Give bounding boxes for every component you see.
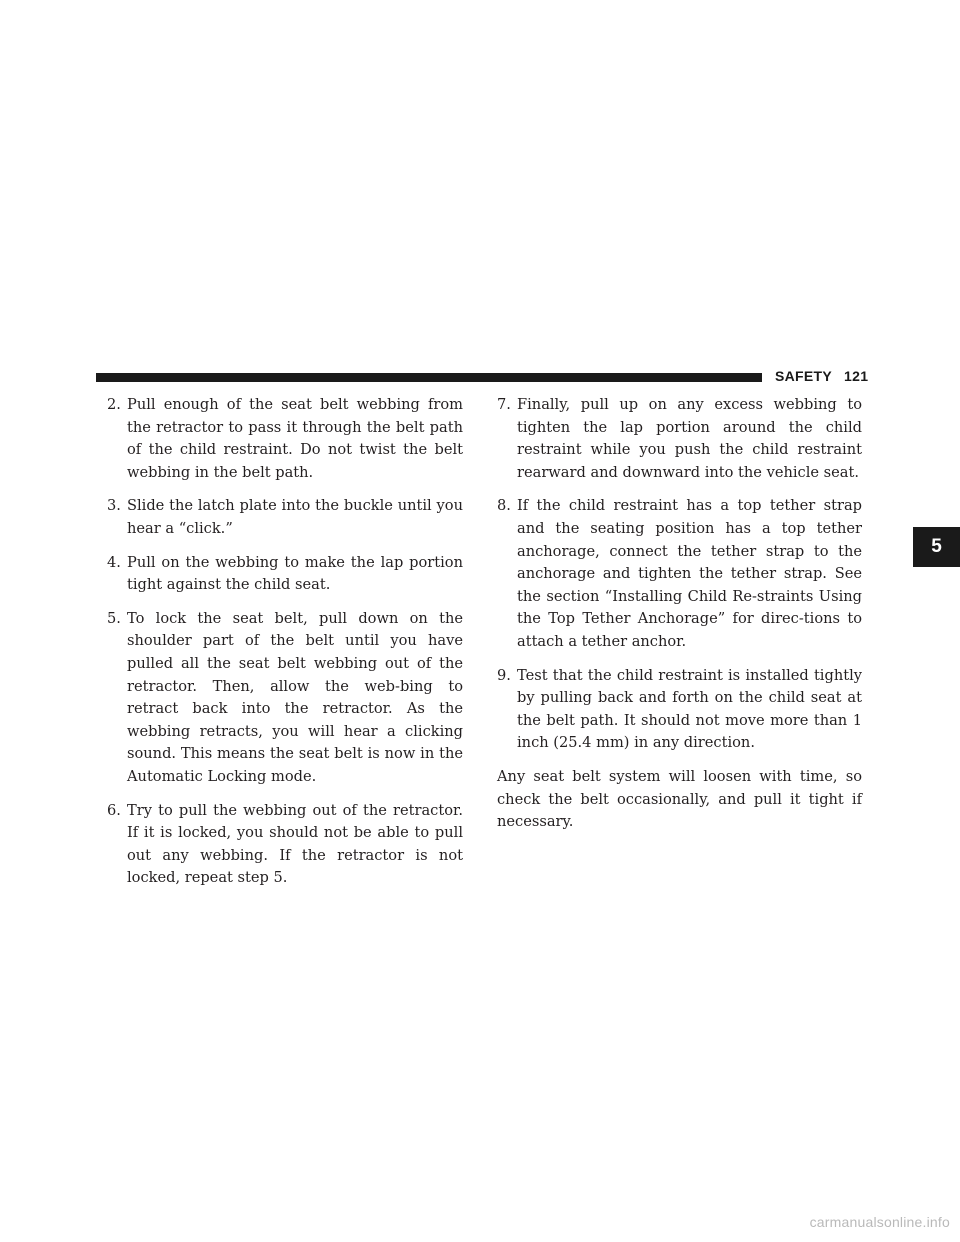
step-item: [107, 495, 463, 540]
step-number: 5.: [107, 609, 121, 627]
watermark-text: carmanualsonline.info: [809, 1214, 950, 1230]
step-number: 6.: [107, 801, 121, 819]
step-number: 9.: [497, 666, 511, 684]
step-item: [107, 394, 463, 484]
step-text: Slide the latch plate into the buckle until you hear a “click.”: [127, 497, 463, 537]
running-header: [775, 368, 868, 384]
chapter-tab: [913, 527, 960, 567]
step-item: [107, 608, 463, 789]
step-item: [497, 495, 862, 653]
step-text: To lock the seat belt, pull down on the shoulder part of the belt until you have pulled all the seat belt webbing out of the retractor. Then, allow the web-bing to retract back into the retractor. As the webbing retracts, you will hear a clicking sound. This means the seat belt is now in the Automatic Locking mode.: [127, 609, 463, 785]
step-number: 7.: [497, 396, 511, 413]
step-item: [497, 394, 862, 484]
header-rule: [96, 373, 762, 382]
step-item: [107, 552, 463, 597]
step-text: Test that the child restraint is installed tightly by pulling back and forth on the child seat at the belt path. It should not move more than 1 inch (25.4 mm) in any direction.: [517, 666, 862, 752]
step-number: 2.: [107, 396, 121, 413]
page-number: 121: [844, 368, 869, 384]
step-text: Try to pull the webbing out of the retractor. If it is locked, you should not be able to pull out any webbing. If the retractor is not locked, repeat step 5.: [127, 801, 463, 887]
step-number: 3.: [107, 497, 121, 515]
step-text: Pull enough of the seat belt webbing from the retractor to pass it through the belt path of the child restraint. Do not twist the belt webbing in the belt path.: [127, 396, 463, 481]
section-title: SAFETY: [775, 368, 833, 384]
step-number: 8.: [497, 497, 511, 515]
left-column: [107, 394, 463, 901]
step-text: Pull on the webbing to make the lap portion tight against the child seat.: [127, 553, 463, 594]
step-text: Finally, pull up on any excess webbing to tighten the lap portion around the child restraint while you push the child restraint rearward and downward into the vehicle seat.: [517, 396, 862, 481]
step-item: [107, 800, 463, 890]
chapter-number: 5: [931, 536, 942, 557]
step-text: If the child restraint has a top tether strap and the seating position has a top tether anchorage, connect the tether strap to the anchorage and tighten the tether strap. See the section “Installing Child Re-straints Using the Top Tether Anchorage” for direc-tions to attach a tether anchor.: [517, 497, 862, 650]
right-column: [497, 394, 862, 834]
step-number: 4.: [107, 553, 121, 571]
step-item: [497, 665, 862, 755]
closing-note: Any seat belt system will loosen with time, so check the belt occasionally, and pull it tight if necessary.: [497, 767, 862, 831]
